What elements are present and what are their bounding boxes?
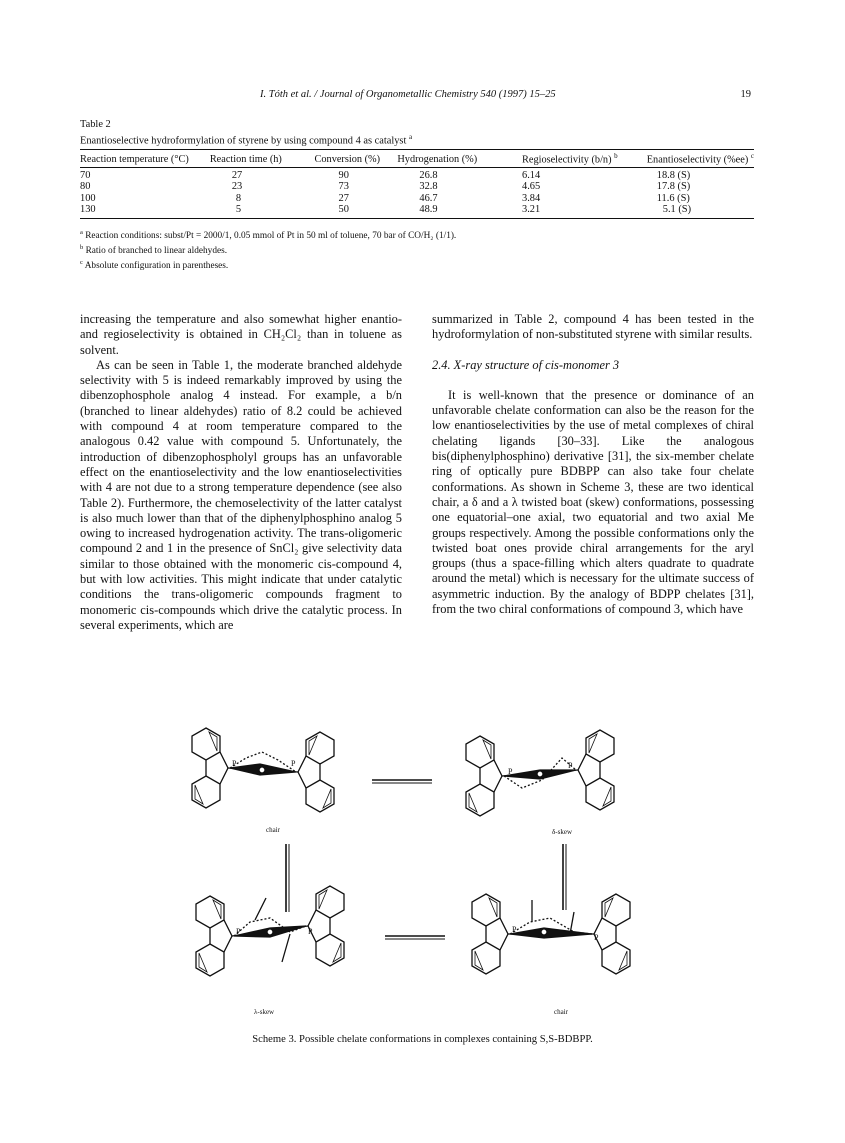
table-2 xyxy=(80,118,754,272)
table-row xyxy=(80,167,754,181)
structure-lambda-skew xyxy=(196,886,344,1016)
table-row xyxy=(80,204,754,218)
column-header: Reaction temperature (°C) xyxy=(80,150,210,167)
paragraph: As can be seen in Table 1, the moderate branched aldehyde selectivity with 5 is indeed remarkably improved by using the dibenzophosphole analog 4 instead. For example, a b/n (branched to linear aldehydes) ratio of 8.2 could be achieved with compound 4 at room temperature compared to the analogous 0.42 value with compound 5. Unfortunately, the introduction of dibenzophospholyl groups has an unfavorable effect on the enantioselectivity and the low enantioselectivities with 4 are not due to a strong temperature dependence (see also Table 2). Furthermore, the chemoselectivity of the latter catalyst is also much lower than that of the diphenylphosphino analog 5 owing to increased hydrogenation activity. The trans-oligomeric compound 2 and 1 in the presence of SnCl₂ give selectivity data similar to those obtained with the monomeric cis-compound 4, but with low activities. This might indicate that under catalytic conditions the trans-oligomeric compounds fragment to monomeric cis-compounds which drive the catalytic process. In several experiments, which are xyxy=(80,357,402,632)
table-cell: 3.21 xyxy=(522,204,647,218)
section-heading: 2.4. X-ray structure of cis-monomer 3 xyxy=(432,357,620,372)
running-title: I. Tóth et al. / Journal of Organometallic Chemistry 540 (1997) 15–25 xyxy=(260,89,556,100)
table-cell: 4.65 xyxy=(522,181,541,193)
right-column xyxy=(432,312,754,617)
table-cell: 70 xyxy=(80,169,91,181)
table-cell: 80 xyxy=(80,181,91,193)
data-table xyxy=(80,149,754,218)
table-cell: 27 xyxy=(231,169,243,181)
paragraph: It is well-known that the presence or dominance of an unfavorable chelate conformation can also be the reason for the low enantioselectivities by the use of metal complexes of chiral chelating ligands [30–33]. Like the analogous bis(diphenylphosphino) derivative [31], the six-member chelate ring of optically pure BDBPP can also take four chelate conformations. As shown in Scheme 3, these are two identical chair, a δ and a λ twisted boat (skew) conformations, possessing one equatorial–one axial, two equatorial and two axial Me groups respectively. Among the possible conformations only the twisted boat ones provide chiral arrangements for the aryl groups (thus a space-filling which alters quadrate to quadrate around the metal) which is necessary for the ultimate success of asymmetric induction. By the analogy of BDPP chelates [31], from the two chiral conformations of compound 3, which have xyxy=(432,387,754,617)
table-cell: 32.8 xyxy=(419,181,438,193)
column-header: Conversion (%) xyxy=(315,150,398,167)
column-header: Hydrogenation (%) xyxy=(397,150,522,167)
svg-text:P: P xyxy=(232,759,237,768)
column-header: Enantioselectivity (%ee) $^c$ xyxy=(647,150,754,167)
equilibrium-arrows xyxy=(286,780,566,939)
paragraph: summarized in Table 2, compound 4 has been tested in the hydroformylation of non-substituted styrene with similar results. xyxy=(432,312,754,342)
table-cell: 26.8 xyxy=(419,169,438,181)
svg-text:P: P xyxy=(291,759,296,768)
running-header xyxy=(80,89,765,105)
table-cell: 6.14 xyxy=(522,169,541,181)
label-chair-2: chair xyxy=(554,1008,568,1016)
column-header: Reaction time (h) xyxy=(210,150,315,167)
table-row xyxy=(80,193,754,205)
table-cell: 11.6 (S) xyxy=(656,192,690,204)
paragraph: increasing the temperature and also somewhat higher enantio- and regioselectivity is obtained in CH₂Cl₂ than in toluene as solvent. xyxy=(80,312,402,357)
table-cell: 17.8 (S) xyxy=(656,181,691,193)
footnote: $^c$ Absolute configuration in parentheses. xyxy=(80,259,229,272)
svg-text:P: P xyxy=(594,933,599,942)
table-cell: 18.8 (S) xyxy=(656,169,691,181)
footnote: $^a$ Reaction conditions: subst/Pt = 2000/1, 0.05 mmol of Pt in 50 ml of toluene, 70 bar of CO/H₂ (1/1). xyxy=(80,228,457,241)
table-cell: 8 xyxy=(235,192,242,204)
table-cell: 5.1 (S) xyxy=(647,204,754,218)
table-cell: 48.9 xyxy=(397,204,522,218)
table-row xyxy=(80,181,754,193)
label-delta-skew: δ-skew xyxy=(552,828,573,836)
footnote: $^b$ Ratio of branched to linear aldehydes. xyxy=(80,243,228,257)
label-chair-1: chair xyxy=(266,826,280,834)
svg-text:P: P xyxy=(512,925,517,934)
column-header: Regioselectivity (b/n) $^b$ xyxy=(522,150,647,167)
scheme-3-diagram xyxy=(170,722,670,1022)
table-cell: 27 xyxy=(338,192,349,204)
structure-chair-bottom-right xyxy=(472,894,630,1016)
label-lambda-skew: λ-skew xyxy=(254,1008,275,1016)
footnote-mark: a xyxy=(408,133,413,141)
table-cell: 73 xyxy=(338,181,349,193)
table-cell: 50 xyxy=(315,204,398,218)
svg-text:P: P xyxy=(236,927,241,936)
table-cell: 100 xyxy=(80,192,96,204)
table-footnotes xyxy=(80,227,754,272)
left-column xyxy=(80,312,402,633)
table-cell: 90 xyxy=(338,169,349,181)
table-cell: 5 xyxy=(210,204,315,218)
table-caption: Enantioselective hydroformylation of styrene by using compound 4 as catalyst $^a$ xyxy=(80,133,413,147)
structure-chair-top-left xyxy=(192,728,334,834)
scheme-caption: Scheme 3. Possible chelate conformations in complexes containing S,S-BDBPP. xyxy=(252,1034,593,1045)
table-header-row xyxy=(80,150,754,167)
table-cell: 130 xyxy=(80,204,210,218)
svg-text:P: P xyxy=(308,927,313,936)
table-cell: 46.7 xyxy=(419,192,438,204)
svg-text:P: P xyxy=(568,761,573,770)
table-cell: 3.84 xyxy=(522,192,541,204)
svg-text:P: P xyxy=(508,767,513,776)
page-number: 19 xyxy=(740,89,751,100)
table-label: Table 2 xyxy=(80,119,111,130)
structure-delta-skew xyxy=(466,730,614,836)
table-cell: 23 xyxy=(231,181,243,193)
